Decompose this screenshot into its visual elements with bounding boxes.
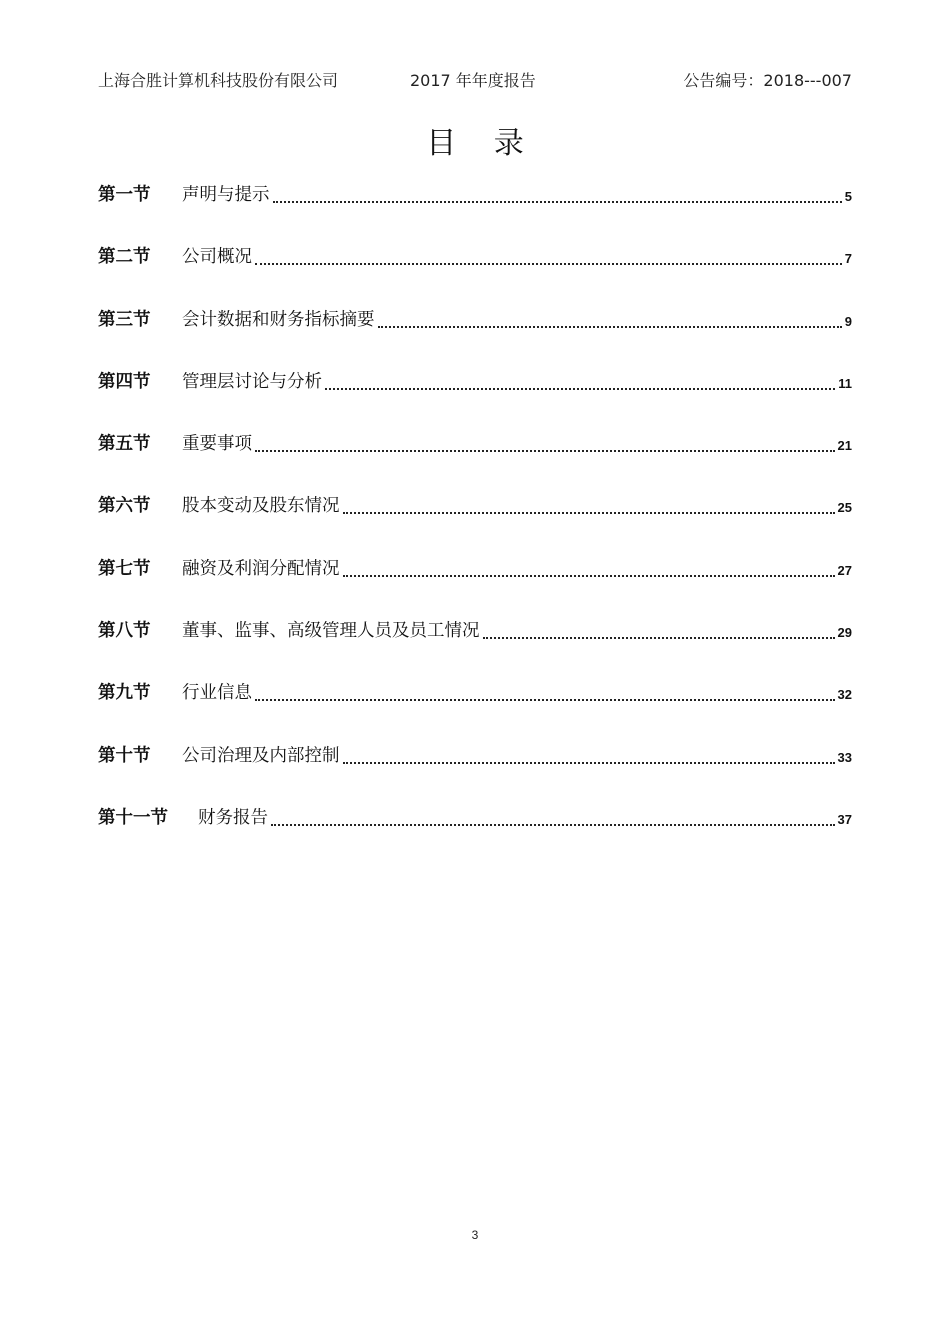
toc-entry[interactable] — [98, 305, 852, 367]
header-notice-number: 公告编号：2018---007 — [683, 71, 852, 90]
toc-page-number: 29 — [837, 625, 852, 641]
toc-section-name: 董事、监事、高级管理人员及员工情况 — [182, 621, 480, 642]
toc-section-number: 第一节 — [98, 185, 151, 205]
toc-section-number: 第十节 — [98, 745, 151, 766]
toc-section-number: 第八节 — [98, 621, 151, 642]
toc-entry[interactable] — [98, 242, 852, 304]
page-header — [98, 68, 852, 92]
toc-page-number: 27 — [837, 562, 852, 578]
toc-section-name: 股本变动及股东情况 — [182, 496, 340, 517]
toc-entry[interactable] — [98, 491, 852, 553]
header-report-title: 2017 年年度报告 — [410, 71, 536, 90]
toc-page-number: 5 — [844, 189, 852, 204]
toc-entry[interactable] — [98, 616, 852, 678]
toc-dot-leader — [273, 180, 842, 203]
toc-section-number: 第七节 — [98, 558, 151, 579]
toc-entry[interactable] — [98, 429, 852, 491]
toc-dot-leader — [343, 554, 835, 577]
toc-dot-leader — [255, 429, 835, 452]
toc-page-number: 11 — [838, 375, 852, 391]
toc-dot-leader — [271, 803, 835, 826]
toc-section-number: 第九节 — [98, 683, 151, 704]
toc-dot-leader — [343, 741, 835, 764]
toc-entry[interactable] — [98, 803, 852, 865]
toc-page-number: 7 — [844, 251, 852, 267]
toc-section-number: 第五节 — [98, 434, 151, 455]
toc-page-number: 25 — [837, 500, 852, 516]
toc-page-number: 21 — [837, 438, 852, 454]
toc-section-name: 管理层讨论与分析 — [182, 371, 322, 392]
toc-section-name: 行业信息 — [182, 683, 252, 704]
toc-page-number: 33 — [837, 749, 852, 765]
toc-dot-leader — [483, 616, 835, 639]
toc-dot-leader — [255, 678, 835, 701]
toc-entry[interactable] — [98, 554, 852, 616]
toc-entry[interactable] — [98, 678, 852, 740]
toc-section-name: 融资及利润分配情况 — [182, 558, 340, 579]
toc-section-number: 第二节 — [98, 247, 151, 268]
toc-page-number: 32 — [837, 687, 852, 703]
toc-page-number: 37 — [837, 811, 852, 827]
toc-dot-leader — [255, 242, 842, 265]
toc-section-number: 第三节 — [98, 309, 151, 330]
toc-dot-leader — [325, 367, 835, 390]
toc-title: 目 录 — [426, 126, 538, 161]
toc-page-number: 9 — [844, 313, 852, 329]
toc-dot-leader — [378, 305, 842, 328]
toc-section-name: 公司概况 — [182, 247, 252, 268]
page-number: 3 — [471, 1228, 479, 1242]
toc-dot-leader — [343, 491, 835, 514]
toc-section-name: 重要事项 — [182, 434, 252, 455]
table-of-contents — [98, 180, 852, 865]
toc-section-number: 第十一节 — [98, 807, 168, 828]
toc-section-name: 声明与提示 — [182, 185, 270, 205]
toc-entry[interactable] — [98, 367, 852, 429]
toc-entry[interactable] — [98, 741, 852, 803]
header-company-name: 上海合胜计算机科技股份有限公司 — [98, 71, 339, 90]
toc-section-name: 会计数据和财务指标摘要 — [182, 309, 375, 330]
toc-section-number: 第六节 — [98, 496, 151, 517]
toc-section-name: 公司治理及内部控制 — [182, 745, 340, 766]
toc-section-name: 财务报告 — [198, 807, 268, 828]
toc-entry[interactable] — [98, 180, 852, 242]
toc-section-number: 第四节 — [98, 371, 151, 392]
